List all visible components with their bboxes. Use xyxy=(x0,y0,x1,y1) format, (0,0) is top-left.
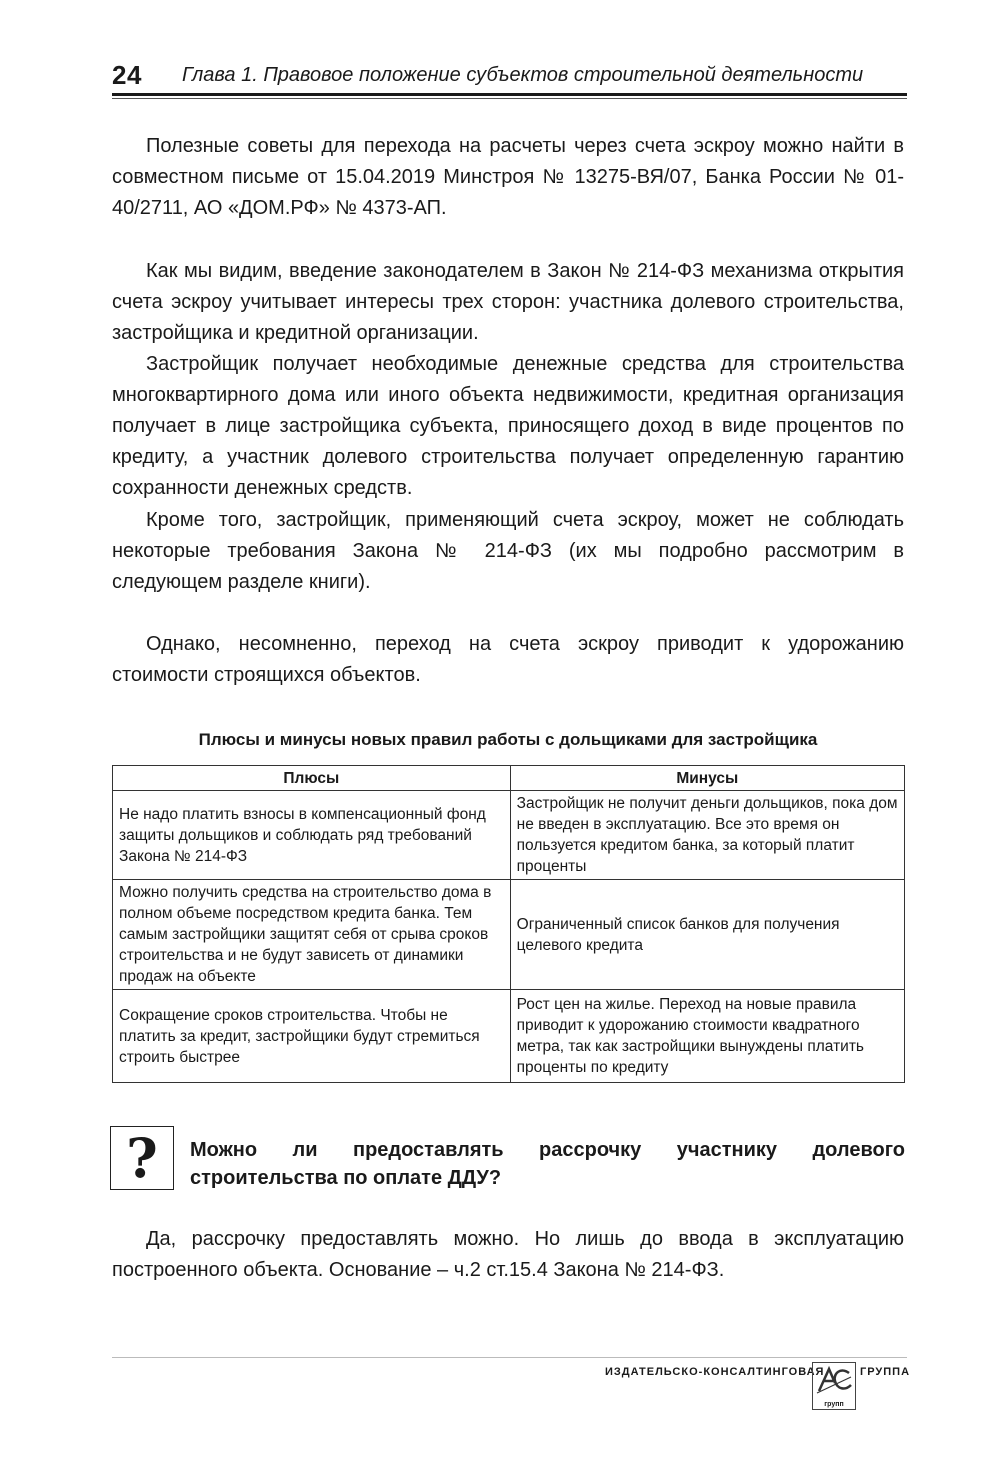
chapter-title: Глава 1. Правовое положение субъектов строительной деятельности xyxy=(182,64,864,86)
publisher-logo-caption: групп xyxy=(824,1401,844,1408)
paragraph-answer: Да, рассрочку предоставлять можно. Но лишь до ввода в эксплуатацию построенного объекта. Основание – ч.2 ст.15.4 Закона № 214-ФЗ. xyxy=(112,1228,904,1281)
publisher-logo-mark xyxy=(813,1363,855,1399)
question-mark-icon: ? xyxy=(110,1126,174,1190)
table-cell-con: Застройщик не получит деньги дольщиков, пока дом не введен в эксплуатацию. Все это время он пользуется кредитом банка, за который платит проценты xyxy=(510,791,904,880)
publisher-name-left: ИЗДАТЕЛЬСКО-КОНСАЛТИНГОВАЯ xyxy=(605,1366,825,1378)
paragraph-requirements: Кроме того, застройщик, применяющий счета эскроу, может не соблюдать некоторые требования Закона № 214-ФЗ (их мы подробно рассмотрим в следующем разделе книги). xyxy=(112,509,904,593)
page-header xyxy=(112,60,907,94)
page-number: 24 xyxy=(112,60,142,90)
table-cell-pro: Не надо платить взносы в компенсационный фонд защиты дольщиков и соблюдать ряд требований Закона № 214-ФЗ xyxy=(113,791,511,880)
table-cell-con: Рост цен на жилье. Переход на новые правила приводит к удорожанию стоимости квадратного метра, так как застройщики вынуждены платить проценты по кредиту xyxy=(510,990,904,1083)
column-header-pros: Плюсы xyxy=(113,766,511,791)
pros-cons-table xyxy=(112,765,905,1083)
paragraph-three-parties: Как мы видим, введение законодателем в Закон № 214-ФЗ механизма открытия счета эскроу учитывает интересы трех сторон: участника долевого строительства, застройщика и кредитной организации. xyxy=(112,260,904,344)
table-row xyxy=(113,880,905,990)
publisher-name-right: ГРУППА xyxy=(860,1366,911,1378)
paragraph-cost-increase: Однако, несомненно, переход на счета эскроу приводит к удорожанию стоимости строящихся объектов. xyxy=(112,633,904,686)
footer-rule xyxy=(112,1357,907,1358)
header-rule xyxy=(112,93,907,96)
header-rule-thin xyxy=(112,98,907,99)
table-header-row xyxy=(113,766,905,791)
paragraph-escrow-tips: Полезные советы для перехода на расчеты через счета эскроу можно найти в совместном письме от 15.04.2019 Минстроя № 13275-ВЯ/07, Банка России № 01-40/2711, АО «ДОМ.РФ» № 4373-АП. xyxy=(112,135,904,219)
table-cell-pro: Можно получить средства на строительство дома в полном объеме посредством кредита банка. Тем самым застройщики защитят себя от срыва сроков строительства и не будут зависеть от динамики продаж на объекте xyxy=(113,880,511,990)
table-title: Плюсы и минусы новых правил работы с дольщиками для застройщика xyxy=(198,730,818,749)
paragraph-developer-benefits: Застройщик получает необходимые денежные средства для строительства многоквартирного дома или иного объекта недвижимости, кредитная организация получает в лице застройщика субъекта, приносящего доход в виде процентов по кредиту, а участник долевого строительства получает определенную гарантию сохранности денежных средств. xyxy=(112,353,904,499)
table-row xyxy=(113,791,905,880)
table-cell-pro: Сокращение сроков строительства. Чтобы не платить за кредит, застройщики будут стремиться строить быстрее xyxy=(113,990,511,1083)
table-cell-con: Ограниченный список банков для получения целевого кредита xyxy=(510,880,904,990)
publisher-logo-icon xyxy=(812,1362,856,1410)
column-header-cons: Минусы xyxy=(510,766,904,791)
table-row xyxy=(113,990,905,1083)
question-heading: Можно ли предоставлять рассрочку участнику долевого строительства по оплате ДДУ? xyxy=(190,1139,905,1189)
